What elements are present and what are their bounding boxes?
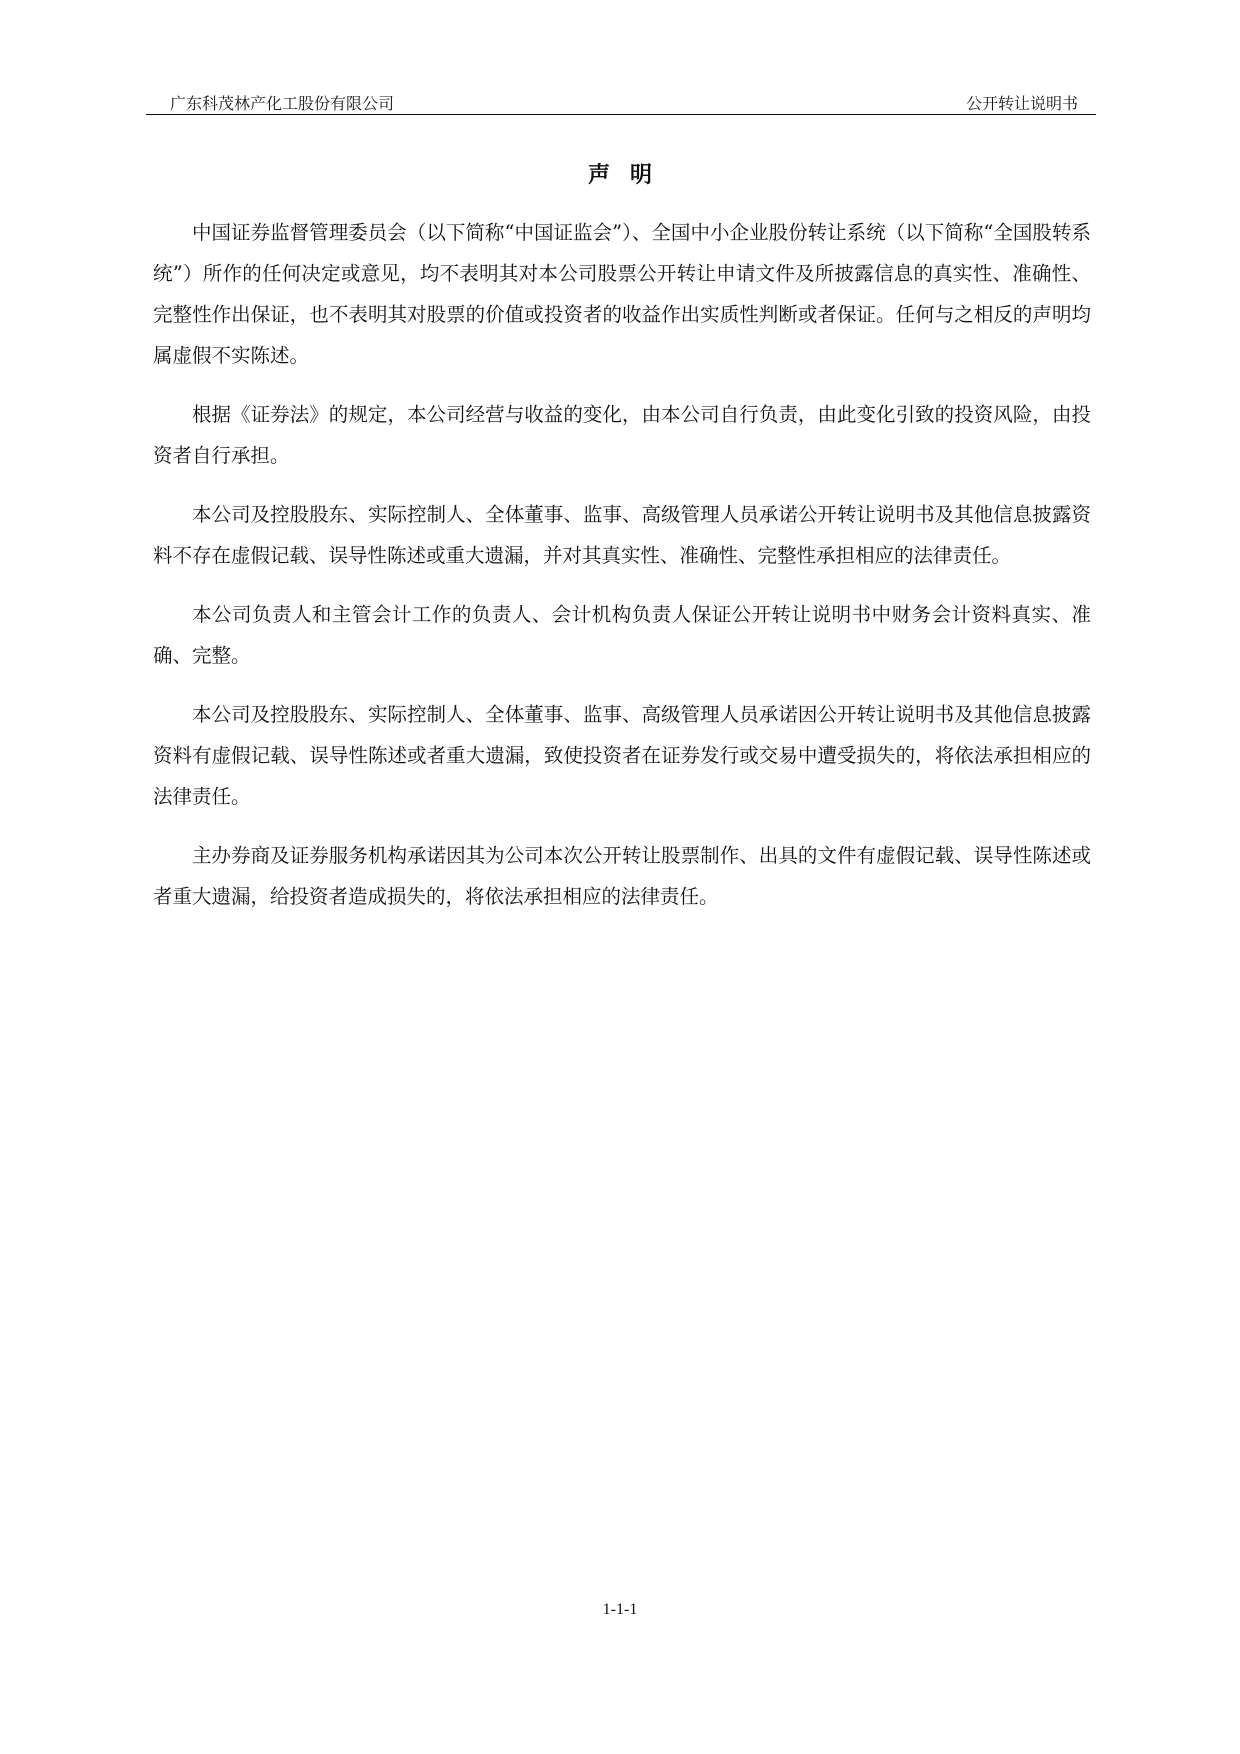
page-title: 声明 (587, 162, 672, 188)
header-divider (146, 114, 1096, 115)
paragraph-liability-commitment: 本公司及控股股东、实际控制人、全体董事、监事、高级管理人员承诺因公开转让说明书及其他信息披露资料有虚假记载、误导性陈述或者重大遗漏，致使投资者在证券发行或交易中遭受损失的，将依法承担相应的法律责任。 (153, 703, 1091, 808)
header-company-name: 广东科茂林产化工股份有限公司 (170, 94, 395, 113)
paragraph-broker-commitment: 主办券商及证券服务机构承诺因其为公司本次公开转让股票制作、出具的文件有虚假记载、误导性陈述或者重大遗漏，给投资者造成损失的，将依法承担相应的法律责任。 (153, 844, 1091, 908)
paragraph-securities-law-risk: 根据《证券法》的规定，本公司经营与收益的变化，由本公司自行负责，由此变化引致的投资风险，由投资者自行承担。 (153, 403, 1091, 467)
declaration-body (153, 212, 1091, 935)
paragraph-csrc-disclaimer: 中国证券监督管理委员会（以下简称“中国证监会”）、全国中小企业股份转让系统（以下简称“全国股转系统”）所作的任何决定或意见，均不表明其对本公司股票公开转让申请文件及所披露信息的真实性、准确性、完整性作出保证，也不表明其对股票的价值或投资者的收益作出实质性判断或者保证。任何与之相反的声明均属虚假不实陈述。 (153, 221, 1091, 367)
page-header (146, 88, 1096, 114)
paragraph-financial-guarantee: 本公司负责人和主管会计工作的负责人、会计机构负责人保证公开转让说明书中财务会计资料真实、准确、完整。 (153, 603, 1091, 667)
page-number: 1-1-1 (602, 1601, 638, 1618)
header-document-type: 公开转让说明书 (965, 94, 1078, 113)
paragraph-management-commitment: 本公司及控股股东、实际控制人、全体董事、监事、高级管理人员承诺公开转让说明书及其他信息披露资料不存在虚假记载、误导性陈述或重大遗漏，并对其真实性、准确性、完整性承担相应的法律责任。 (153, 503, 1091, 567)
